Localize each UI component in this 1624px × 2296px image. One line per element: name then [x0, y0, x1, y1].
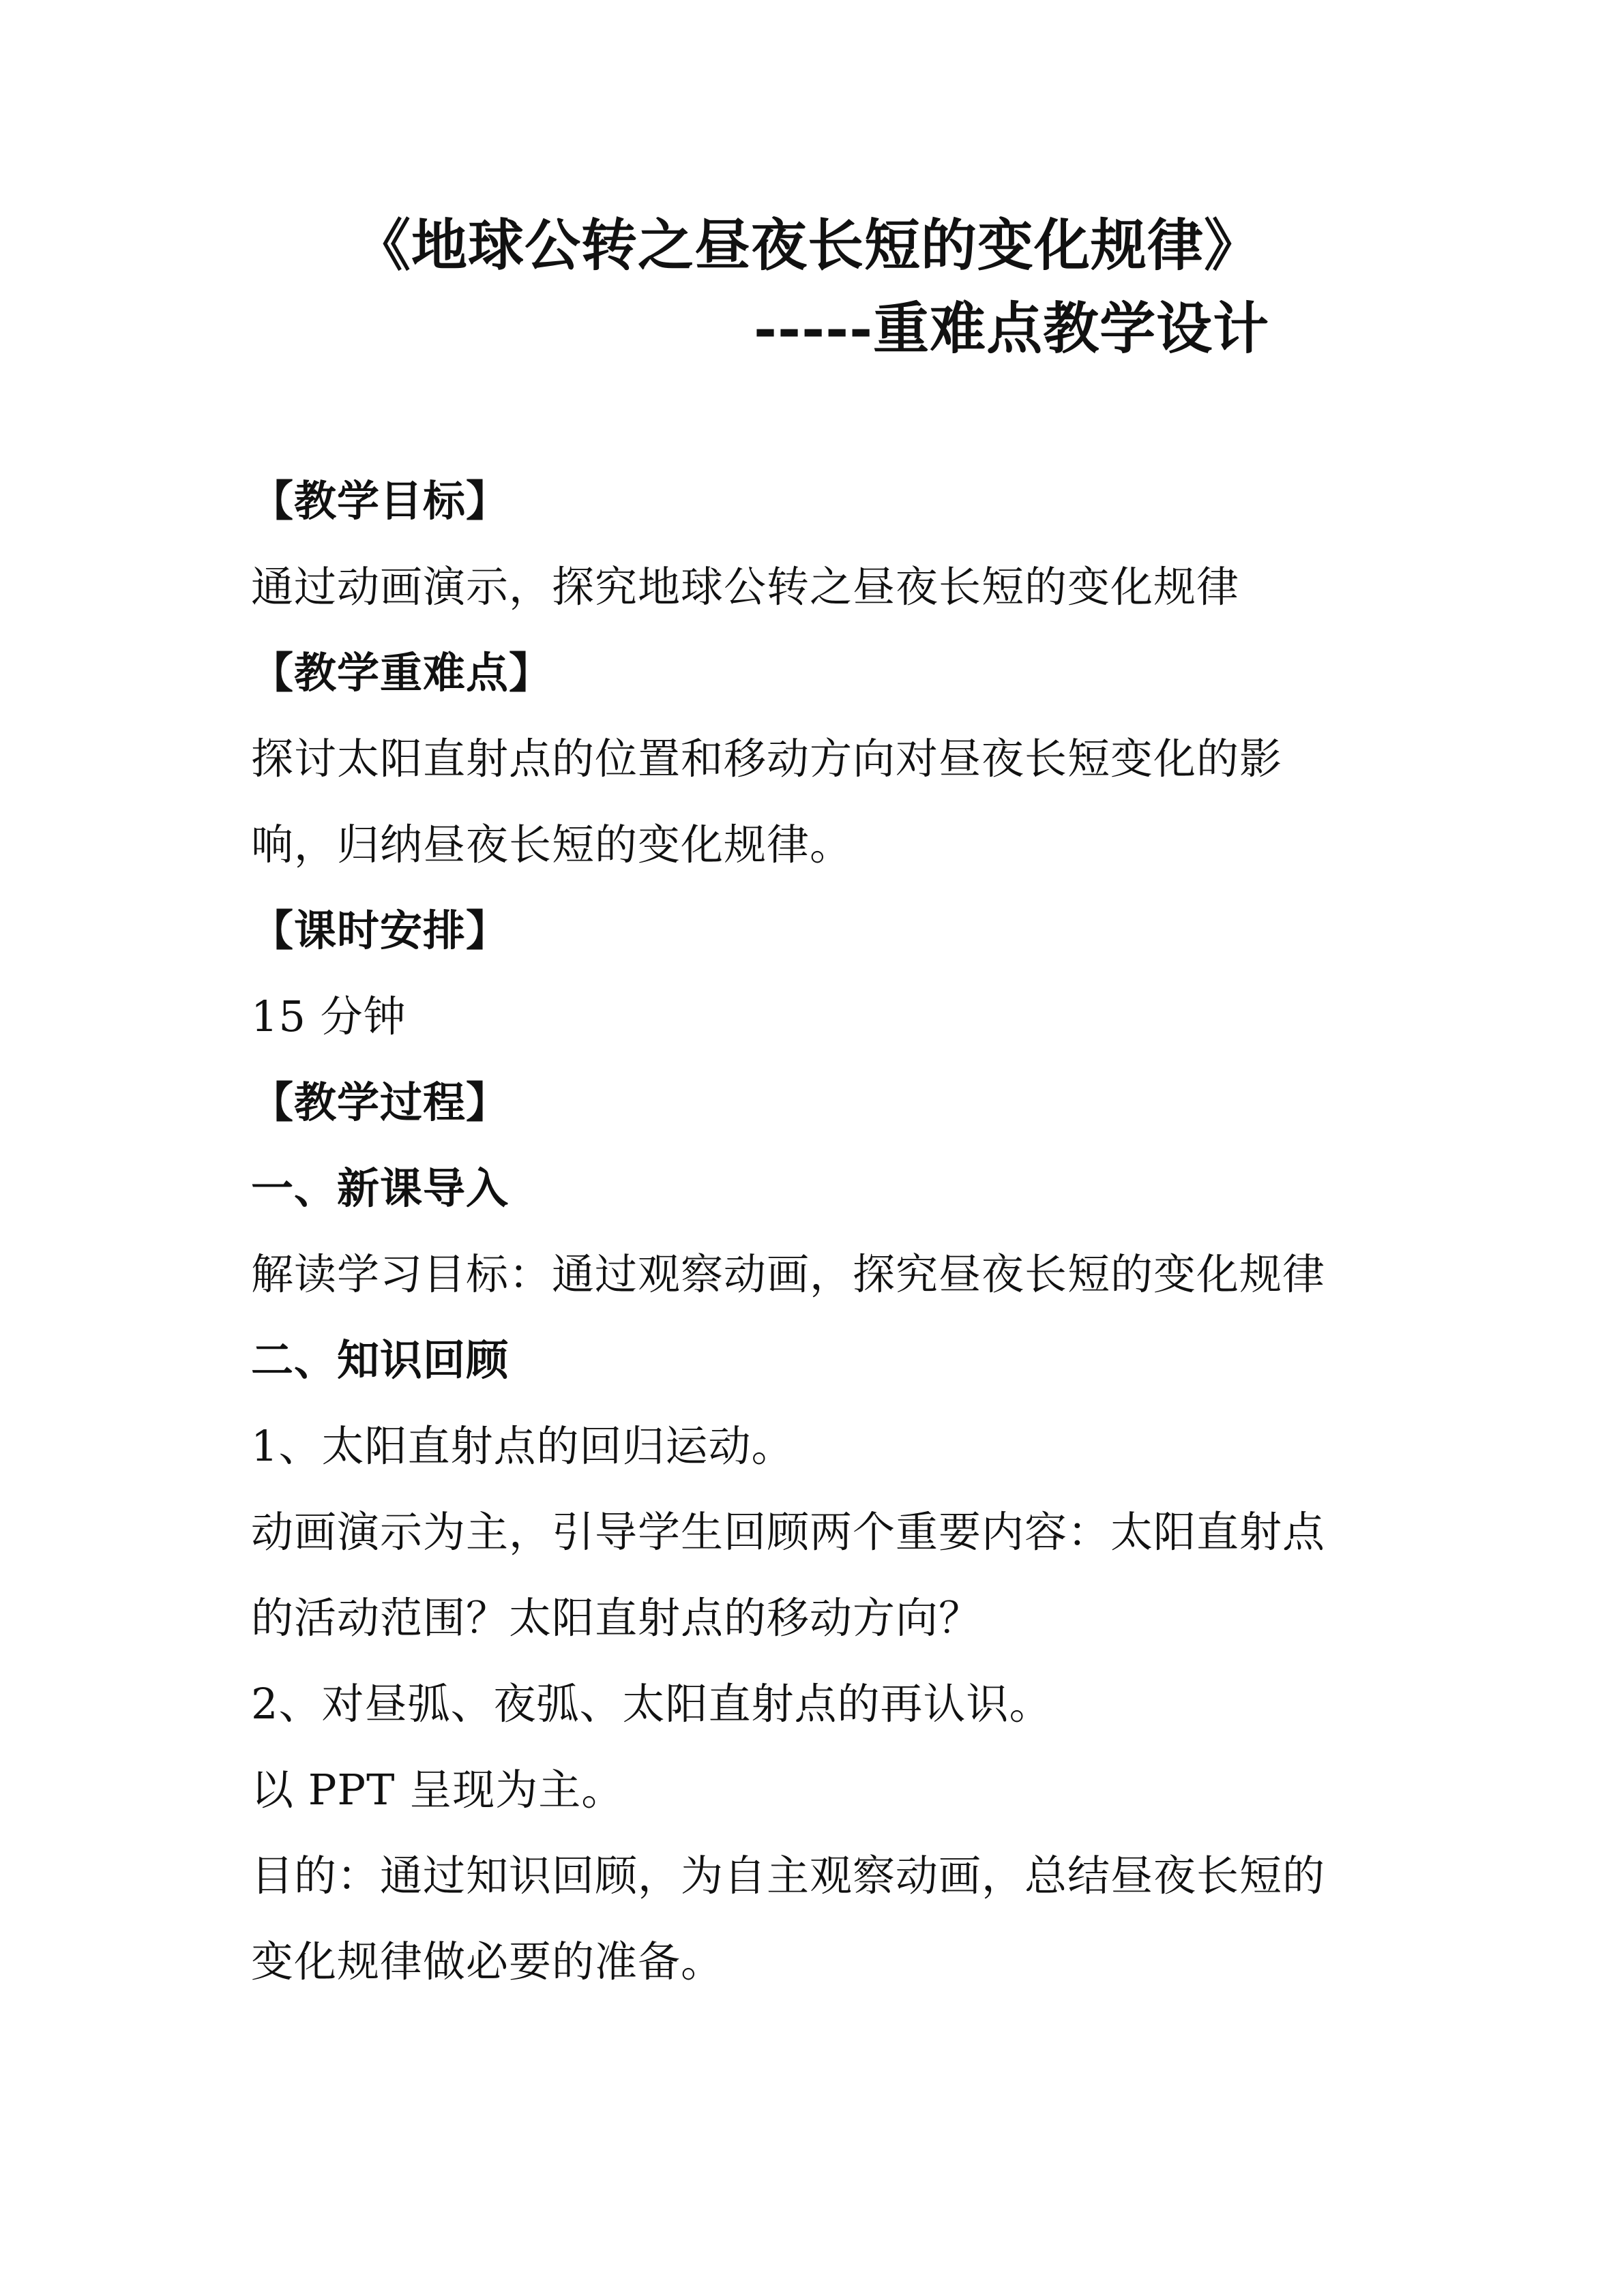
- subheading-introduction: 一、新课导入: [251, 1163, 510, 1213]
- subheading-review: 二、知识回顾: [251, 1335, 510, 1385]
- section-heading-key-points: 【教学重难点】: [251, 648, 552, 698]
- paragraph-purpose-line-2: 变化规律做必要的准备。: [251, 1937, 724, 1986]
- paragraph-objectives: 通过动画演示，探究地球公转之昼夜长短的变化规律: [251, 562, 1240, 612]
- paragraph-introduction: 解读学习目标：通过观察动画，探究昼夜长短的变化规律: [251, 1249, 1326, 1299]
- paragraph-review-1-line-2: 的活动范围？太阳直射点的移动方向？: [251, 1593, 982, 1643]
- paragraph-key-points-line-2: 响，归纳昼夜长短的变化规律。: [251, 820, 853, 869]
- section-heading-objectives: 【教学目标】: [251, 476, 510, 526]
- document-title: 《地球公转之昼夜长短的变化规律》: [355, 213, 1261, 278]
- paragraph-purpose-line-1: 目的：通过知识回顾，为自主观察动画，总结昼夜长短的: [251, 1851, 1326, 1900]
- document-body: [251, 458, 1370, 2005]
- section-heading-schedule: 【课时安排】: [251, 906, 510, 955]
- paragraph-review-1-line-1: 动画演示为主，引导学生回顾两个重要内容：太阳直射点: [251, 1507, 1326, 1557]
- document-subtitle: -----重难点教学设计: [754, 296, 1270, 361]
- paragraph-schedule: 15 分钟: [251, 992, 407, 1041]
- section-heading-process: 【教学过程】: [251, 1077, 510, 1127]
- paragraph-review-2: 以 PPT 呈现为主。: [251, 1765, 625, 1815]
- list-item-review-2: 2、对昼弧、夜弧、太阳直射点的再认识。: [251, 1679, 1052, 1729]
- list-item-review-1: 1、太阳直射点的回归运动。: [251, 1421, 795, 1471]
- paragraph-key-points-line-1: 探讨太阳直射点的位置和移动方向对昼夜长短变化的影: [251, 734, 1283, 784]
